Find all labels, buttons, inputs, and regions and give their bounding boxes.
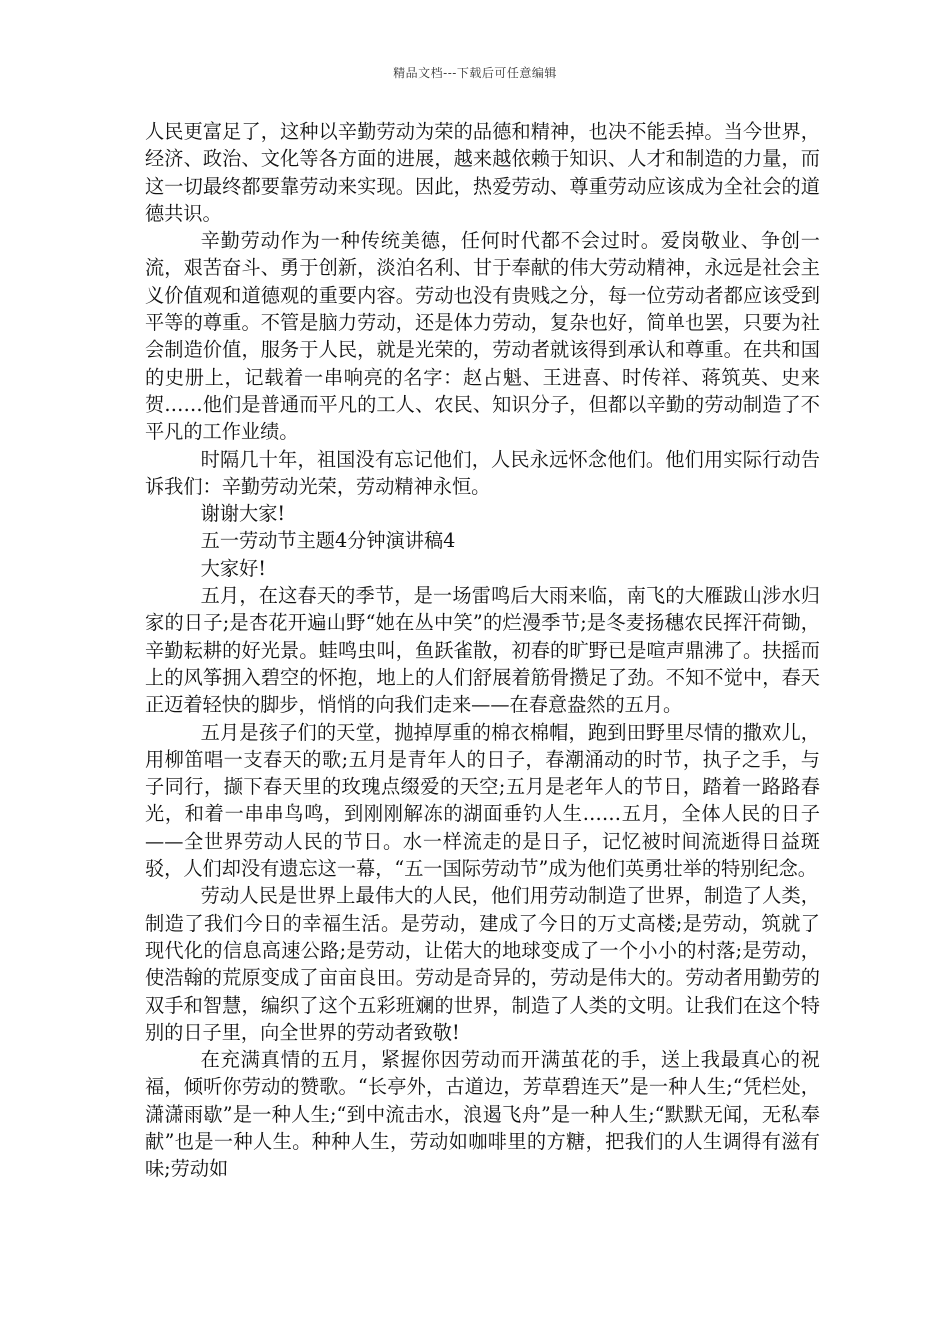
paragraph: 人民更富足了，这种以辛勤劳动为荣的品德和精神，也决不能丢掉。当今世界，经济、政治、文化等各方面的进展，越来越依赖于知识、人才和制造的力量，而这一切最终都要靠劳动来实现。因此，热爱劳动、尊重劳动应该成为全社会的道德共识。 bbox=[145, 120, 820, 225]
page-header: 精品文档---下载后可任意编辑 bbox=[393, 66, 557, 80]
paragraph: 五月是孩子们的天堂，抛掉厚重的棉衣棉帽，跑到田野里尽情的撒欢儿，用柳笛唱一支春天的歌;五月是青年人的日子，春潮涌动的时节，执子之手，与子同行，撷下春天里的玫瑰点缀爱的天空;五月是老年人的节日，踏着一路路春光，和着一串串鸟鸣，到刚刚解冻的湖面垂钓人生……五月，全体人民的日子——全世界劳动人民的节日。水一样流走的是日子，记忆被时间流逝得日益斑驳，人们却没有遗忘这一幕，“五一国际劳动节”成为他们英勇壮举的特别纪念。 bbox=[145, 720, 820, 881]
paragraph: 在充满真情的五月，紧握你因劳动而开满茧花的手，送上我最真心的祝福，倾听你劳动的赞歌。“长亭外，古道边，芳草碧连天”是一种人生;“凭栏处，潇潇雨歇”是一种人生;“到中流击水，浪遏飞舟”是一种人生;“默默无闻，无私奉献”也是一种人生。种种人生，劳动如咖啡里的方糖，把我们的人生调得有滋有味;劳动如 bbox=[145, 1048, 820, 1181]
greeting: 大家好! bbox=[200, 556, 266, 580]
paragraph: 劳动人民是世界上最伟大的人民，他们用劳动制造了世界，制造了人类，制造了我们今日的幸福生活。是劳动，建成了今日的万丈高楼;是劳动，筑就了现代化的信息高速公路;是劳动，让偌大的地球变成了一个小小的村落;是劳动，使浩翰的荒原变成了亩亩良田。劳动是奇异的，劳动是伟大的。劳动者用勤劳的双手和智慧，编织了这个五彩班斓的世界，制造了人类的文明。让我们在这个特别的日子里，向全世界的劳动者致敬! bbox=[145, 884, 820, 1044]
document-body bbox=[145, 118, 820, 1183]
paragraph: 时隔几十年，祖国没有忘记他们，人民永远怀念他们。他们用实际行动告诉我们：辛勤劳动光荣，劳动精神永恒。 bbox=[145, 447, 820, 498]
closing-thanks: 谢谢大家! bbox=[200, 502, 286, 526]
paragraph: 辛勤劳动作为一种传统美德，任何时代都不会过时。爱岗敬业、争创一流，艰苦奋斗、勇于创新，淡泊名利、甘于奉献的伟大劳动精神，永远是社会主义价值观和道德观的重要内容。劳动也没有贵贱之分，每一位劳动者都应该受到平等的尊重。不管是脑力劳动，还是体力劳动，复杂也好，简单也罢，只要为社会制造价值，服务于人民，就是光荣的，劳动者就该得到承认和尊重。在共和国的史册上，记载着一串响亮的名字：赵占魁、王进喜、时传祥、蒋筑英、史来贺……他们是普通而平凡的工人、农民、知识分子，但都以辛勤的劳动制造了不平凡的工作业绩。 bbox=[145, 229, 820, 444]
paragraph: 五月，在这春天的季节，是一场雷鸣后大雨来临，南飞的大雁跋山涉水归家的日子;是杏花开遍山野“她在丛中笑”的烂漫季节;是冬麦扬穗农民挥汗荷锄，辛勤耘耕的好光景。蛙鸣虫叫，鱼跃雀散，初春的旷野已是喧声鼎沸了。扶摇而上的风筝拥入碧空的怀抱，地上的人们舒展着筋骨攒足了劲。不知不觉中，春天正迈着轻快的脚步，悄悄的向我们走来——在春意盎然的五月。 bbox=[145, 584, 820, 717]
section-title: 五一劳动节主题4分钟演讲稿4 bbox=[200, 529, 456, 553]
